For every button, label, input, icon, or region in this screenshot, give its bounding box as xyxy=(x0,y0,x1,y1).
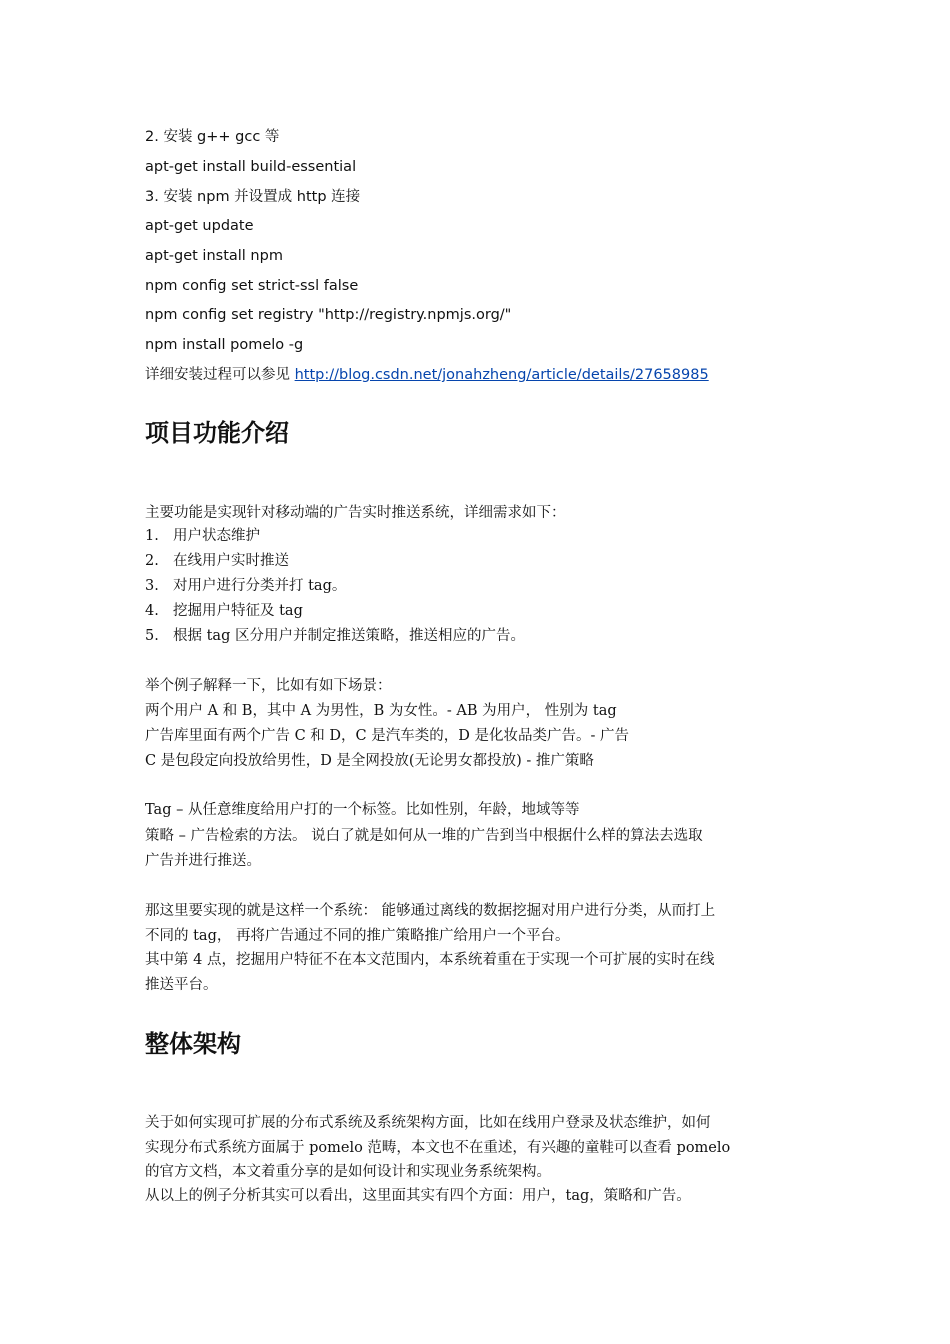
install-line: apt-get install npm xyxy=(145,248,283,264)
requirement-item: 2. 在线用户实时推送 xyxy=(145,553,289,569)
section-heading-features: 项目功能介绍 xyxy=(145,419,289,447)
install-line: 3. 安装 npm 并设置成 http 连接 xyxy=(145,189,361,205)
requirement-item: 5. 根据 tag 区分用户并制定推送策略，推送相应的广告。 xyxy=(145,628,525,644)
definition-line: 策略 – 广告检索的方法。 说白了就是如何从一堆的广告到当中根据什么样的算法去选取 xyxy=(145,828,703,844)
example-line: 举个例子解释一下，比如有如下场景： xyxy=(145,678,392,694)
example-line: 广告库里面有两个广告 C 和 D，C 是汽车类的，D 是化妆品类广告。- 广告 xyxy=(145,728,629,744)
summary-line: 那这里要实现的就是这样一个系统： 能够通过离线的数据挖掘对用户进行分类，从而打上 xyxy=(145,903,716,919)
architecture-line: 的官方文档，本文着重分享的是如何设计和实现业务系统架构。 xyxy=(145,1164,551,1180)
definition-line: Tag – 从任意维度给用户打的一个标签。比如性别，年龄，地域等等 xyxy=(145,802,580,818)
example-line: C 是包段定向投放给男性，D 是全网投放(无论男女都投放) - 推广策略 xyxy=(145,753,594,769)
requirement-item: 3. 对用户进行分类并打 tag。 xyxy=(145,578,347,594)
architecture-line: 从以上的例子分析其实可以看出，这里面其实有四个方面：用户，tag，策略和广告。 xyxy=(145,1188,691,1204)
definition-line: 广告并进行推送。 xyxy=(145,853,261,869)
install-line: npm config set strict-ssl false xyxy=(145,278,359,294)
architecture-line: 实现分布式系统方面属于 pomelo 范畴，本文也不在重述，有兴趣的童鞋可以查看 pomelo xyxy=(145,1140,731,1156)
reference-line xyxy=(145,365,709,385)
requirement-item: 4. 挖掘用户特征及 tag xyxy=(145,603,303,619)
requirement-item: 1. 用户状态维护 xyxy=(145,528,260,544)
architecture-line: 关于如何实现可扩展的分布式系统及系统架构方面，比如在线用户登录及状态维护，如何 xyxy=(145,1115,711,1131)
summary-line: 其中第 4 点，挖掘用户特征不在本文范围内，本系统着重在于实现一个可扩展的实时在线 xyxy=(145,952,715,968)
summary-line: 推送平台。 xyxy=(145,977,218,993)
install-line: apt-get update xyxy=(145,218,254,234)
features-intro: 主要功能是实现针对移动端的广告实时推送系统，详细需求如下： xyxy=(145,505,566,521)
example-line: 两个用户 A 和 B，其中 A 为男性，B 为女性。- AB 为用户， 性别为 tag xyxy=(145,703,617,719)
section-heading-architecture: 整体架构 xyxy=(145,1030,241,1058)
install-line: npm config set registry "http://registry.npmjs.org/" xyxy=(145,307,512,323)
reference-link[interactable]: http://blog.csdn.net/jonahzheng/article/details/27658985 xyxy=(294,367,709,383)
install-line: npm install pomelo -g xyxy=(145,337,304,353)
summary-line: 不同的 tag， 再将广告通过不同的推广策略推广给用户一个平台。 xyxy=(145,928,570,944)
install-line: 2. 安装 g++ gcc 等 xyxy=(145,129,280,145)
install-line: apt-get install build-essential xyxy=(145,159,357,175)
reference-prefix: 详细安装过程可以参见 xyxy=(145,367,295,383)
